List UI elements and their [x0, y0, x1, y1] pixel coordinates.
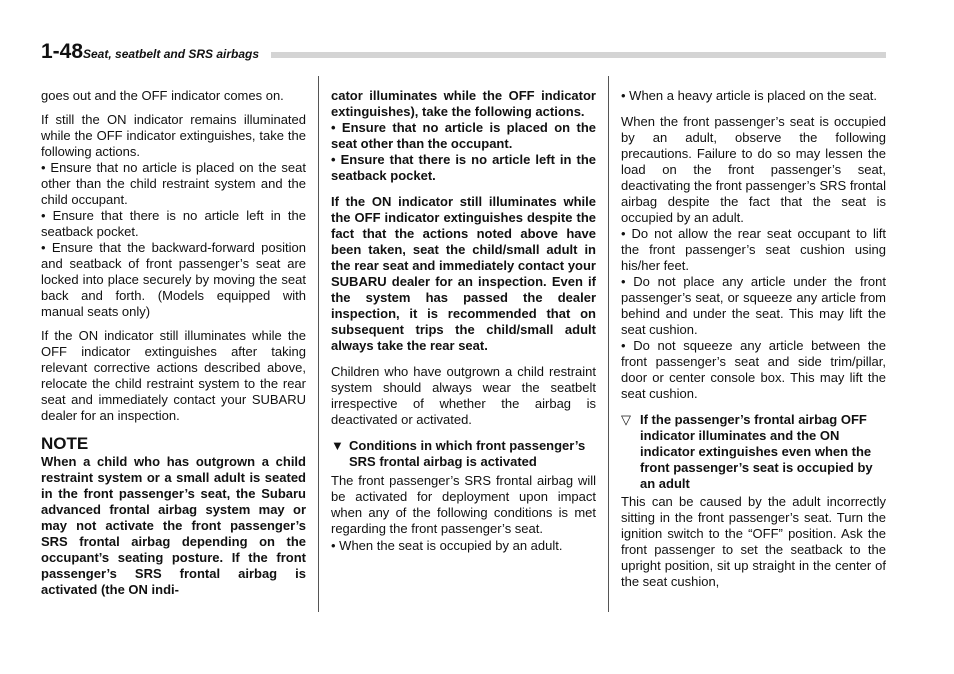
- subsection-heading: [621, 412, 886, 492]
- paragraph: goes out and the OFF indicator comes on.: [41, 88, 284, 103]
- bullet-item: • Ensure that the backward-forward position and seatback of front passenger’s seat are locked into place securely by moving the seat back and forth. (Models equipped with manual seats only): [41, 240, 306, 320]
- bullet-item: • Ensure that there is no article left in the seatback pocket.: [41, 208, 306, 240]
- column-2: [331, 88, 596, 554]
- bullet-item: • When a heavy article is placed on the seat.: [621, 88, 886, 104]
- bullet-item: • Do not squeeze any article between the front passenger’s seat and side trim/pillar, door or center console box. This may lift the seat cushion.: [621, 338, 886, 402]
- paragraph: Children who have outgrown a child restraint system should always wear the seatbelt irrespective of whether the airbag is deactivated or activated.: [331, 364, 596, 427]
- paragraph: If still the ON indicator remains illuminated while the OFF indicator extinguishes, take the following actions.: [41, 112, 306, 159]
- note-bullet-item: • Ensure that there is no article left in the seatback pocket.: [331, 152, 596, 184]
- page-header: [41, 40, 886, 64]
- paragraph: This can be caused by the adult incorrectly sitting in the front passenger’s seat. Turn the ignition switch to the “OFF” position. Ask the front passenger to set the seatback to the upright position, sit up straight in the center of the seat cushion,: [621, 494, 886, 589]
- note-text-continued: cator illuminates while the OFF indicator extinguishes), take the following actions.: [331, 88, 596, 119]
- page-number: 1-48: [41, 40, 84, 63]
- subsection-heading-text: If the passenger’s frontal airbag OFF indicator illuminates and the ON indicator extinguishes even when the front passenger’s seat is occupied by an adult: [640, 412, 873, 491]
- subsection-heading: [331, 438, 596, 470]
- bullet-item: • Ensure that no article is placed on the seat other than the child restraint system and the child occupant.: [41, 160, 306, 208]
- paragraph: The front passenger’s SRS frontal airbag will be activated for deployment upon impact when any of the following conditions is met regarding the front passenger’s seat.: [331, 473, 596, 536]
- note-bullet-item: • Ensure that no article is placed on the seat other than the occupant.: [331, 120, 596, 152]
- section-title: Seat, seatbelt and SRS airbags: [83, 47, 260, 61]
- bullet-item: • Do not allow the rear seat occupant to lift the front passenger’s seat cushion using his/her feet.: [621, 226, 886, 274]
- column-1: [41, 88, 306, 598]
- note-text: When a child who has outgrown a child restraint system or a small adult is seated in the front passenger’s seat, the Subaru advanced frontal airbag system may or may not activate the front passenger’s SRS frontal airbag depending on the occupant’s seating posture. If the front passenger’s SRS frontal airbag is activated (the ON indi-: [41, 454, 306, 597]
- note-heading: NOTE: [41, 434, 89, 453]
- column-divider-1: [318, 76, 319, 612]
- paragraph: When the front passenger’s seat is occupied by an adult, observe the following precautions. Failure to do so may lessen the load on the front passenger’s seat, deactivating the front passenger’s SRS frontal airbag despite the fact that the seat is occupied by an adult.: [621, 114, 886, 225]
- paragraph: If the ON indicator still illuminates while the OFF indicator extinguishes after taking relevant corrective actions described above, relocate the child restraint system to the rear seat and immediately contact your SUBARU dealer for an inspection.: [41, 328, 306, 423]
- header-rule: [271, 52, 886, 58]
- column-3: [621, 88, 886, 590]
- outline-triangle-icon: ▽: [621, 412, 631, 427]
- bullet-item: • When the seat is occupied by an adult.: [331, 538, 596, 554]
- filled-triangle-icon: ▼: [331, 438, 344, 453]
- bullet-item: • Do not place any article under the front passenger’s seat, or squeeze any article from behind and under the seat. This may lift the seat cushion.: [621, 274, 886, 338]
- column-divider-2: [608, 76, 609, 612]
- subsection-heading-text: Conditions in which front passenger’s SRS frontal airbag is activated: [349, 438, 586, 469]
- note-paragraph: If the ON indicator still illuminates while the OFF indicator extinguishes despite the fact that the actions noted above have been taken, seat the child/small adult in the rear seat and immediately contact your SUBARU dealer for an inspection. Even if the system has passed the dealer inspection, it is recommended that on subsequent trips the child/small adult always take the rear seat.: [331, 194, 596, 353]
